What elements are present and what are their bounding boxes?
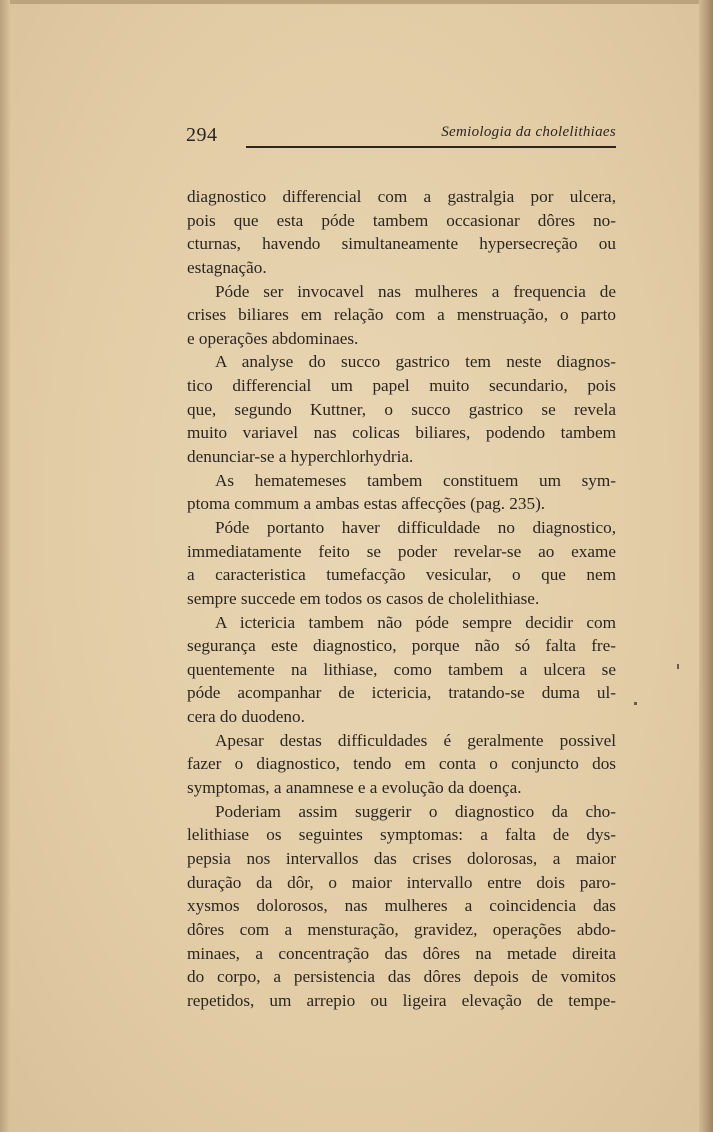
text-line: Apesar destas difficuldades é geralmente possivel	[215, 730, 616, 750]
text-line: muito variavel nas colicas biliares, podendo tambem	[187, 423, 616, 443]
running-head: Semiologia da cholelithiaes	[441, 124, 616, 140]
page-top-edge	[0, 0, 713, 4]
text-line: A analyse do succo gastrico tem neste diagnos-	[215, 352, 616, 372]
paragraph	[187, 469, 616, 516]
text-line: lelithiase os seguintes symptomas: a falta de dys-	[187, 825, 616, 845]
text-line: que, segundo Kuttner, o succo gastrico se revela	[187, 399, 616, 419]
text-line: A ictericia tambem não póde sempre decidir com	[215, 612, 616, 632]
text-line: repetidos, um arrepio ou ligeira elevação de tempe-	[187, 990, 616, 1010]
text-line: duração da dôr, o maior intervallo entre dois paro-	[187, 872, 616, 892]
text-line: minaes, a concentração das dôres na metade direita	[187, 943, 616, 963]
page-speck	[677, 664, 679, 669]
page-speck	[634, 702, 637, 705]
page-number: 294	[186, 124, 218, 146]
text-line: Póde ser invocavel nas mulheres a frequencia de	[215, 281, 616, 301]
text-line: xysmos dolorosos, nas mulheres a coincidencia das	[187, 896, 616, 916]
text-line: pepsia nos intervallos das crises dolorosas, a maior	[187, 848, 616, 868]
paragraph	[187, 185, 616, 280]
paragraph	[187, 729, 616, 800]
text-line: estagnação.	[187, 257, 267, 277]
text-line: cera do duodeno.	[187, 707, 305, 727]
page-header	[186, 124, 616, 148]
text-line: fazer o diagnostico, tendo em conta o conjuncto dos	[187, 754, 616, 774]
text-line: diagnostico differencial com a gastralgia por ulcera,	[187, 187, 616, 206]
text-line: segurança este diagnostico, porque não só falta fre-	[187, 636, 616, 656]
text-line: pois que esta póde tambem occasionar dôres no-	[187, 210, 616, 230]
text-line: a caracteristica tumefacção vesicular, o que nem	[187, 565, 616, 585]
text-line: e operações abdominaes.	[187, 328, 359, 348]
text-line: sempre succede em todos os casos de cholelithiase.	[187, 588, 540, 608]
text-line: do corpo, a persistencia das dôres depois de vomitos	[187, 967, 616, 987]
text-line: Póde portanto haver difficuldade no diagnostico,	[215, 517, 616, 537]
paragraph	[187, 280, 616, 351]
text-line: cturnas, havendo simultaneamente hypersecreção ou	[187, 234, 616, 254]
text-line: tico differencial um papel muito secundario, pois	[187, 376, 616, 396]
text-line: As hematemeses tambem constituem um sym-	[215, 470, 616, 490]
text-line: symptomas, a anamnese e a evolução da doença.	[187, 778, 522, 798]
paragraph	[187, 800, 616, 1013]
text-line: dôres com a mensturação, gravidez, operações abdo-	[187, 919, 616, 939]
text-line: quentemente na lithiase, como tambem a ulcera se	[187, 659, 616, 679]
text-line: Poderiam assim suggerir o diagnostico da cho-	[215, 801, 616, 821]
text-line: póde acompanhar de ictericia, tratando-se duma ul-	[187, 683, 616, 703]
body-text	[187, 185, 616, 1012]
page-left-edge	[0, 0, 10, 1132]
paragraph	[187, 516, 616, 611]
text-line: immediatamente feito se poder revelar-se ao exame	[187, 541, 616, 561]
text-line: ptoma commum a ambas estas affecções (pag. 235).	[187, 494, 546, 514]
paragraph	[187, 611, 616, 729]
text-line: denunciar-se a hyperchlorhydria.	[187, 447, 414, 467]
header-rule	[246, 146, 616, 148]
page-right-edge	[699, 0, 713, 1132]
paragraph	[187, 350, 616, 468]
text-line: crises biliares em relação com a menstruação, o parto	[187, 305, 616, 325]
